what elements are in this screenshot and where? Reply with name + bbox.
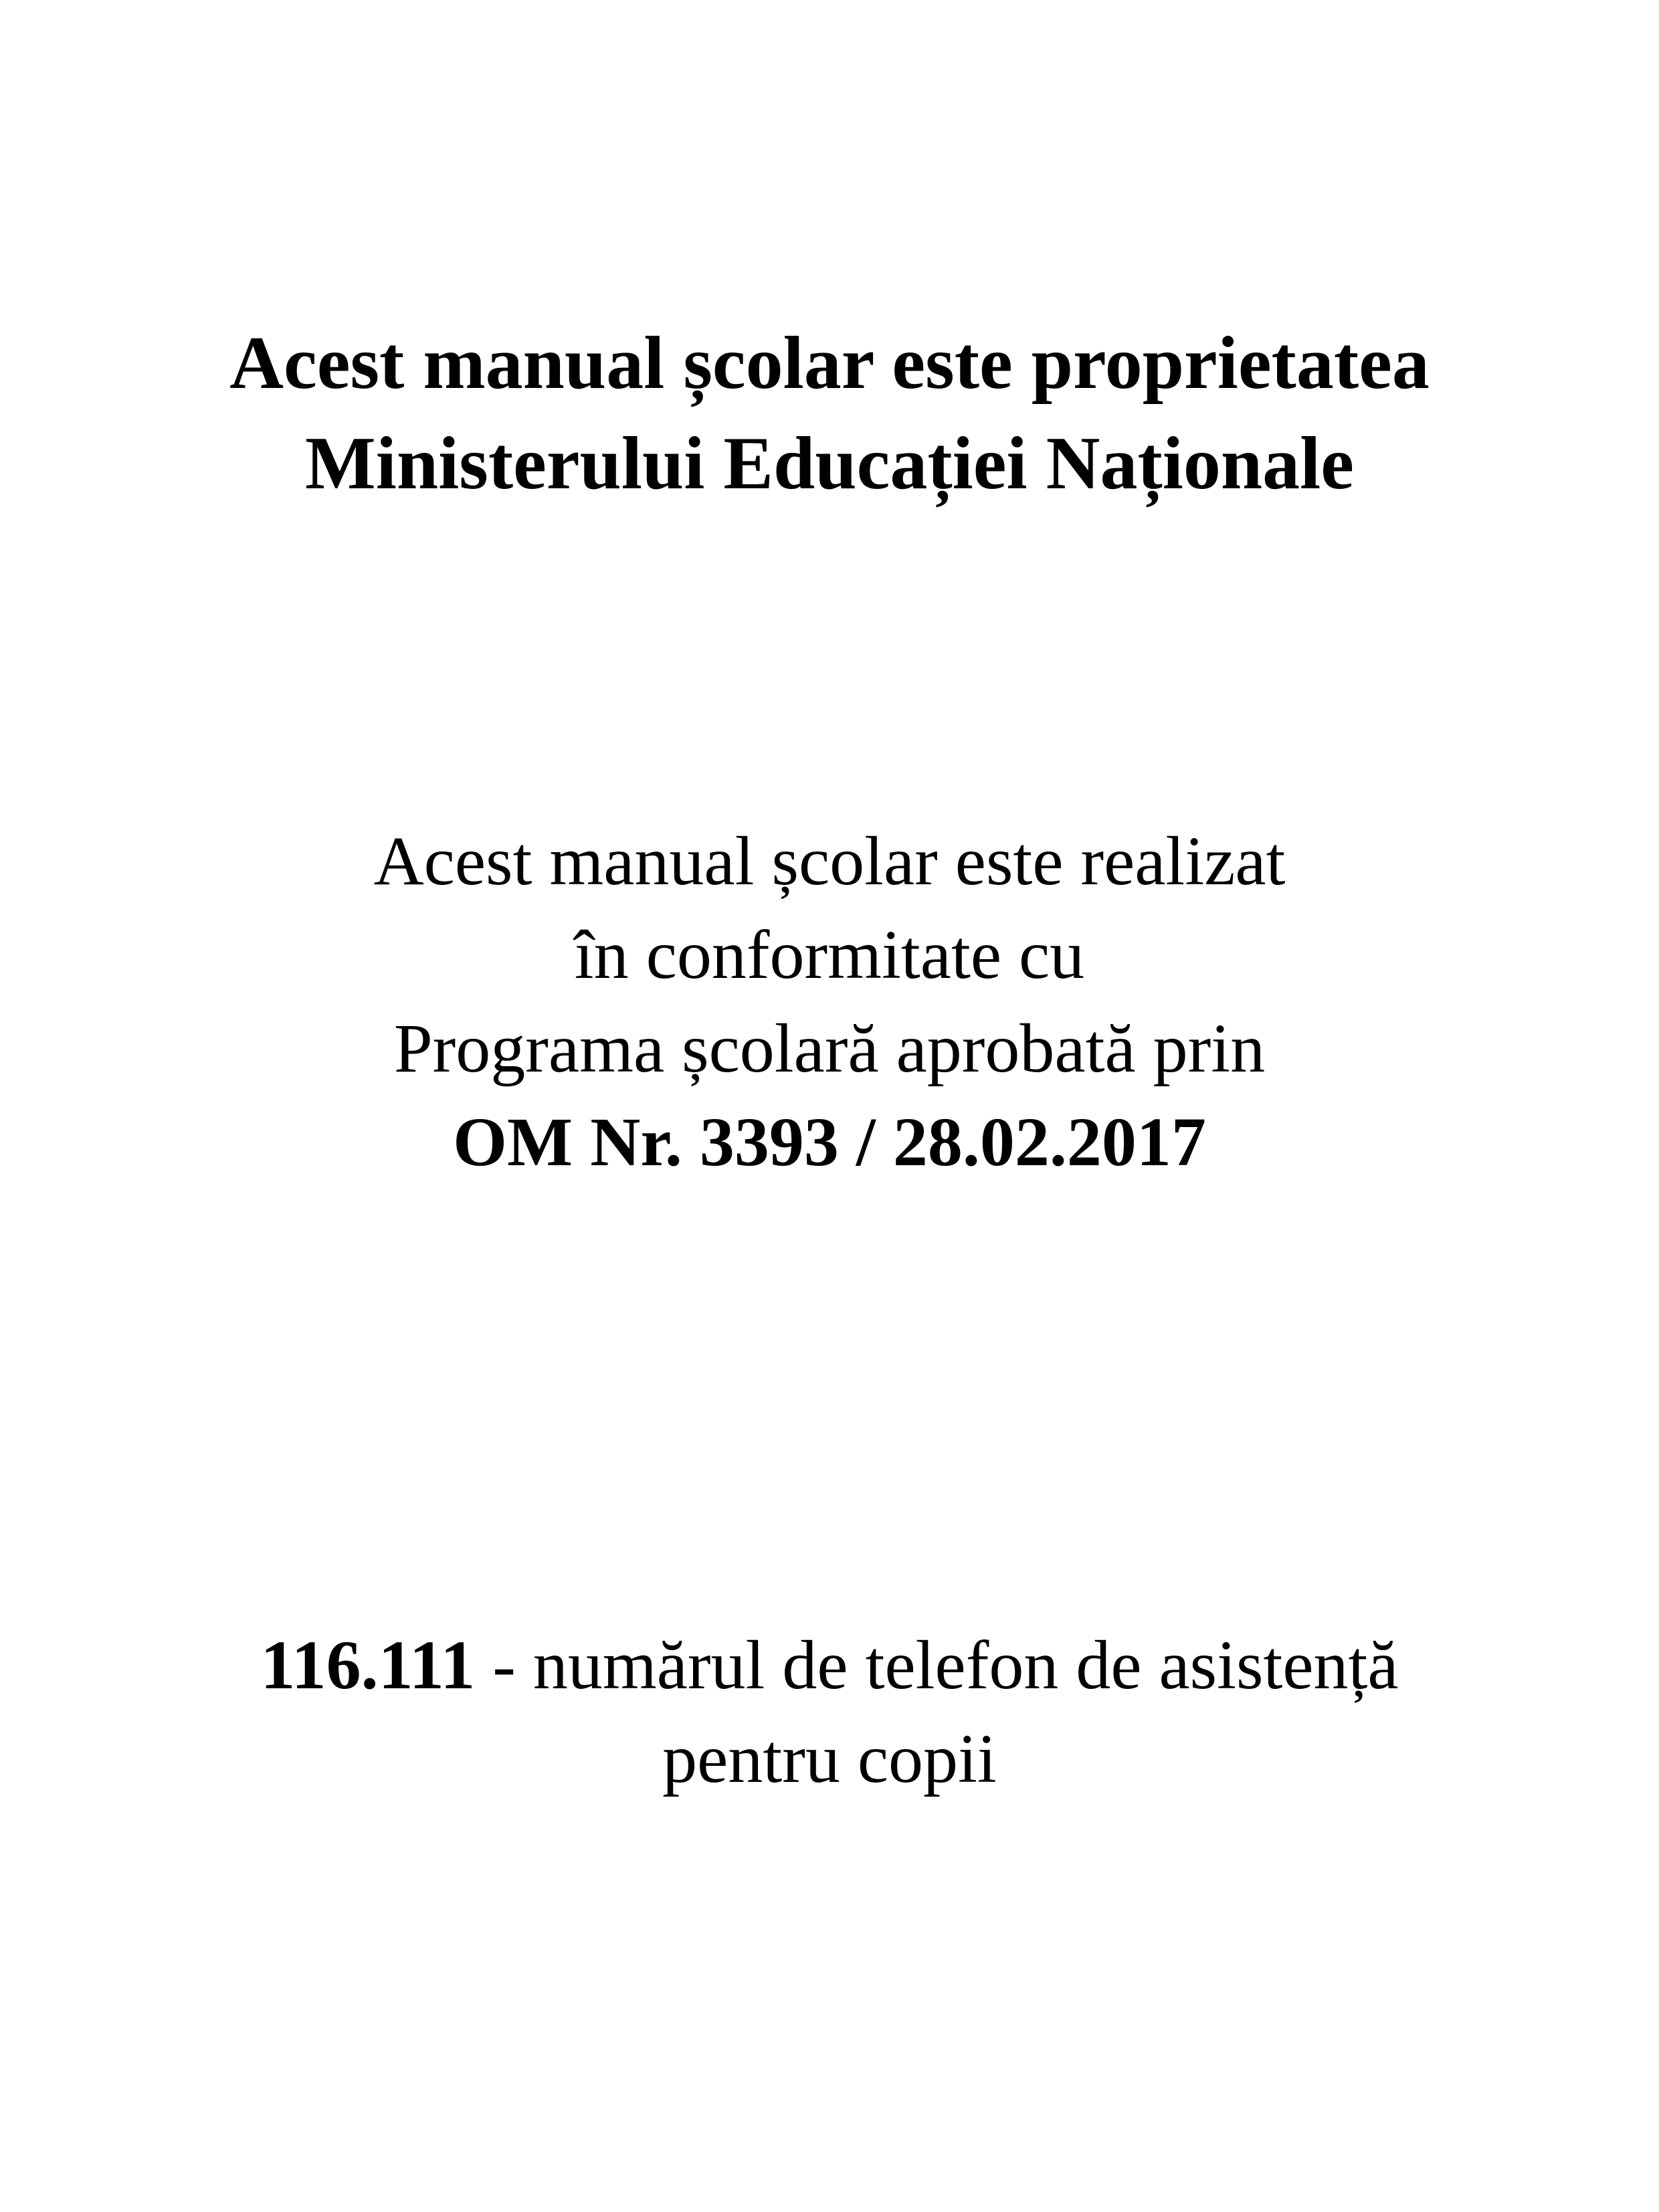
conformity-line-1: Acest manual școlar este realizat [373,823,1286,900]
conformity-line-3: Programa școlară aprobată prin [393,1010,1266,1087]
order-number: OM Nr. 3393 / 28.02.2017 [453,1104,1206,1181]
ownership-line-1: Acest manual școlar este proprietatea [229,322,1430,405]
helpline-number: 116.111 [260,1627,476,1704]
helpline-description: - numărul de telefon de asistență [475,1627,1399,1704]
conformity-line-2: în conformitate cu [574,916,1085,993]
helpline-line-2: pentru copii [662,1720,997,1797]
ownership-notice [0,313,1659,514]
conformity-notice [0,815,1659,1189]
ownership-line-2: Ministerului Educației Naționale [305,422,1354,505]
helpline-line-1 [0,1619,1659,1712]
helpline-notice [0,1619,1659,1806]
